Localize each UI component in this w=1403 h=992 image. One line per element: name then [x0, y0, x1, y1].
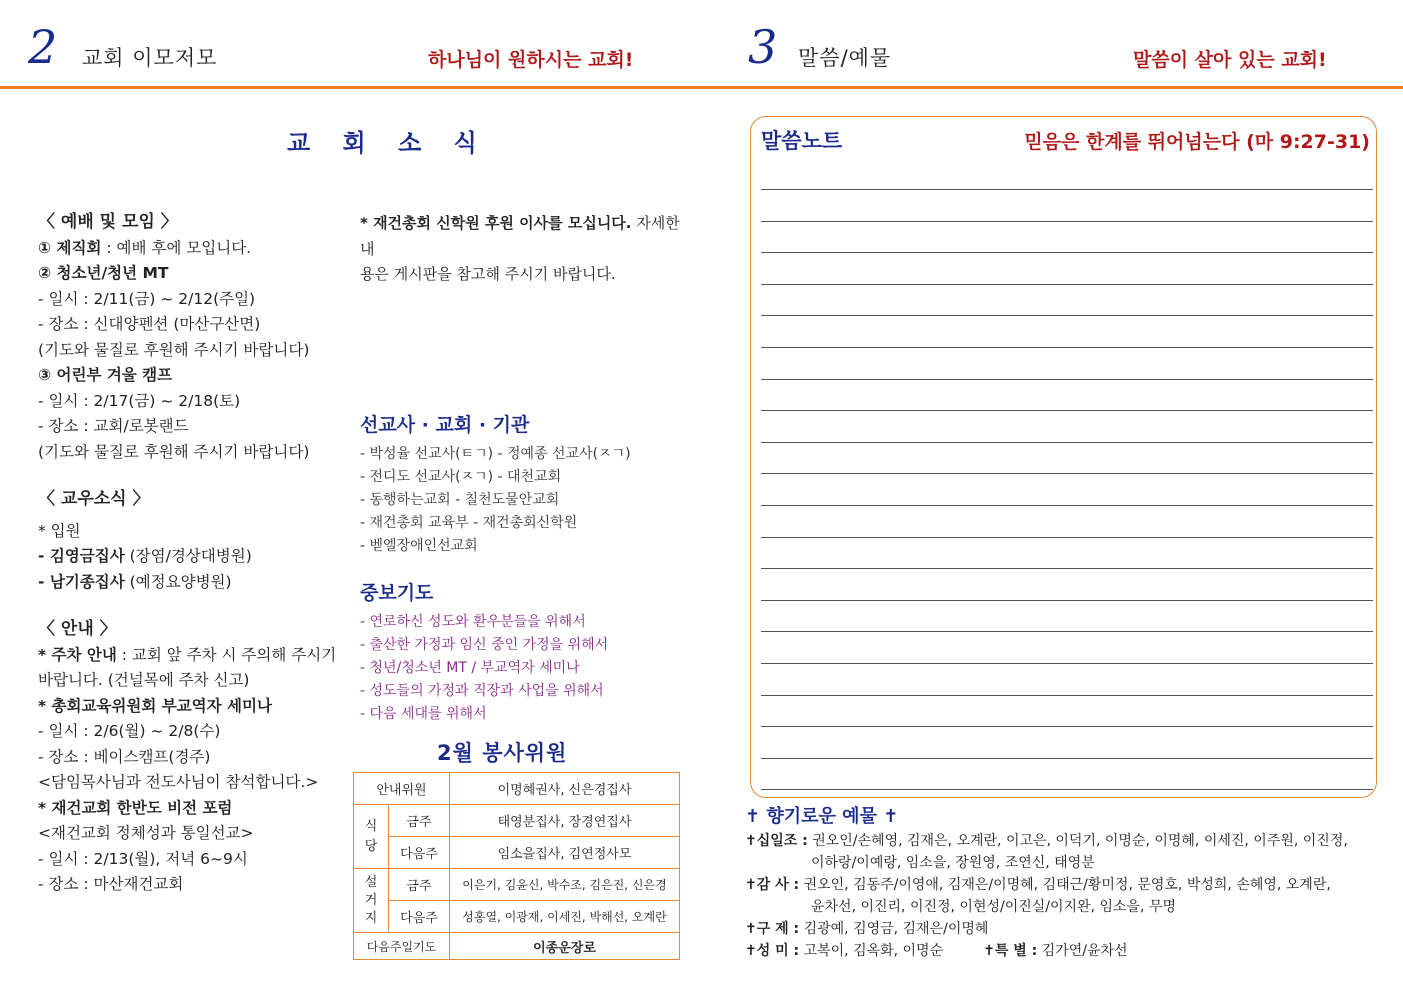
table-cell: 다음주일기도 — [354, 933, 450, 960]
list-item: - 벧엘장애인선교회 — [360, 538, 478, 554]
table-row — [354, 837, 680, 869]
missions-list — [360, 443, 690, 558]
table-row — [354, 933, 680, 960]
donation-notice — [360, 211, 685, 288]
note-verse: 믿음은 한계를 뛰어넘는다 (마 9:27-31) — [1024, 131, 1370, 153]
notice-line: <담임목사님과 전도사님이 참석합니다.> — [38, 773, 319, 791]
members-heading: 〈 교우소식 〉 — [38, 489, 150, 509]
table-cell: 태영분집사, 장경연집사 — [450, 805, 680, 837]
worship-line: (기도와 물질로 후원해 주시기 바랍니다) — [38, 442, 310, 461]
table-cell: 임소을집사, 김연정사모 — [450, 837, 680, 869]
section-title-right: 말씀/예물 — [798, 46, 892, 70]
note-line — [761, 568, 1373, 569]
list-item: - 연로하신 성도와 환우분들을 위해서 — [360, 614, 586, 630]
worship-line: - 일시 : 2/11(금) ~ 2/12(주일) — [38, 289, 256, 308]
notice-heading: 〈 안내 〉 — [38, 619, 117, 639]
list-item: - 박성율 선교사(ㅌㄱ) - 정예종 선교사(ㅈㄱ) — [360, 446, 631, 462]
list-item: - 청년/청소년 MT / 부교역자 세미나 — [360, 660, 580, 676]
note-line — [761, 284, 1373, 285]
worship-line: (기도와 물질로 후원해 주시기 바랍니다) — [38, 340, 310, 359]
list-item: - 출산한 가정과 임신 중인 가정을 위해서 — [360, 637, 609, 653]
note-line — [761, 252, 1373, 253]
missions-heading: 선교사 · 교회 · 기관 — [360, 414, 530, 436]
table-cell: 다음주 — [389, 901, 450, 933]
slogan-left: 하나님이 원하시는 교회! — [428, 49, 634, 71]
offering-row: ✝십일조 : 권오인/손혜영, 김재은, 오계란, 이고은, 이덕기, 이명순, 이명혜, 이세진, 이주원, 이진정, — [745, 833, 1348, 849]
worship-line: ② 청소년/청년 MT — [38, 264, 169, 282]
note-line — [761, 347, 1373, 348]
note-line — [761, 537, 1373, 538]
offering-section — [745, 802, 1395, 828]
offering-row: ✝감 사 : 권오인, 김동주/이영애, 김재은/이명혜, 김태근/황미정, 문영호, 박성희, 손혜영, 오계란, — [745, 877, 1331, 893]
note-line — [761, 315, 1373, 316]
worship-heading: 〈 예배 및 모임 〉 — [38, 212, 178, 232]
note-line — [761, 505, 1373, 506]
notice-line: <재건교회 정체성과 통일선교> — [38, 824, 254, 842]
notice-line: * 주차 안내 : 교회 앞 주차 시 주의해 주시기 — [38, 645, 337, 664]
worship-line: ① 제직회 : 예배 후에 모입니다. — [38, 238, 252, 257]
members-line: - 남기종집사 (예정요양병원) — [38, 572, 232, 591]
note-line — [761, 600, 1373, 601]
notice-line: - 일시 : 2/13(월), 저녁 6~9시 — [38, 849, 248, 868]
table-row — [354, 901, 680, 933]
note-line — [761, 410, 1373, 411]
prayer-list — [360, 611, 690, 726]
table-cell: 이명혜권사, 신은경집사 — [450, 773, 680, 805]
cross-icon: ✝ — [983, 943, 995, 959]
notice-line: * 재건교회 한반도 비전 포럼 — [38, 798, 233, 817]
table-row — [354, 805, 680, 837]
note-line — [761, 695, 1373, 696]
sermon-note-box — [750, 116, 1377, 798]
note-line — [761, 221, 1373, 222]
offering-row: 윤차선, 이진리, 이진정, 이현성/이진실/이지완, 임소을, 무명 — [811, 899, 1176, 915]
worship-line: - 장소 : 교회/로봇랜드 — [38, 417, 189, 435]
table-cell: 식 당 — [354, 805, 389, 869]
page-number-left: 2 — [28, 20, 58, 74]
note-line — [761, 663, 1373, 664]
table-cell: 이종운장로 — [450, 933, 680, 960]
notice-line: - 일시 : 2/6(월) ~ 2/8(수) — [38, 722, 221, 740]
duty-title: 2월 봉사위원 — [437, 741, 568, 765]
notice-line: - 장소 : 베이스캠프(경주) — [38, 747, 211, 766]
table-cell: 이은기, 김윤신, 박수조, 김은진, 신은경 — [450, 869, 680, 901]
page-number-right: 3 — [748, 20, 778, 74]
worship-line: - 장소 : 신대양펜션 (마산구산면) — [38, 315, 261, 333]
offering-list — [745, 830, 1395, 962]
offering-row: ✝성 미 : 고복이, 김옥화, 이명순 ✝특 별 : 김가연/윤차선 — [745, 943, 1128, 959]
table-cell: 성홍열, 이광재, 이세진, 박해선, 오계란 — [450, 901, 680, 933]
notice-line: - 장소 : 마산재건교회 — [38, 875, 184, 893]
table-cell: 금주 — [389, 869, 450, 901]
note-line — [761, 631, 1373, 632]
note-title: 말씀노트 — [761, 129, 843, 153]
table-row — [354, 773, 680, 805]
table-cell: 다음주 — [389, 837, 450, 869]
table-row — [354, 869, 680, 901]
table-cell: 안내위원 — [354, 773, 450, 805]
list-item: - 성도들의 가정과 직장과 사업을 위해서 — [360, 683, 604, 699]
donation-line: 용은 게시판을 참고해 주시기 바랍니다. — [360, 265, 616, 283]
members-line: - 김영금집사 (장염/경상대병원) — [38, 547, 252, 565]
offering-heading: ✝ 향기로운 예물 ✝ — [745, 806, 899, 827]
cross-icon: ✝ — [745, 833, 757, 849]
notice-line: 바랍니다. (건널목에 주차 신고) — [38, 671, 250, 689]
cross-icon: ✝ — [745, 877, 757, 893]
missions-section — [360, 410, 690, 558]
cross-icon: ✝ — [745, 943, 757, 959]
note-line — [761, 379, 1373, 380]
table-cell: 금주 — [389, 805, 450, 837]
list-item: - 다음 세대를 위해서 — [360, 706, 487, 722]
header-divider — [0, 86, 1403, 89]
note-line — [761, 726, 1373, 727]
note-line — [761, 442, 1373, 443]
offering-row: ✝구 제 : 김광예, 김영금, 김재은/이명혜 — [745, 921, 989, 937]
slogan-right: 말씀이 살아 있는 교회! — [1133, 49, 1327, 71]
left-column — [38, 210, 348, 898]
news-title: 교 회 소 식 — [287, 129, 489, 157]
worship-line: - 일시 : 2/17(금) ~ 2/18(토) — [38, 391, 241, 410]
section-title-left: 교회 이모저모 — [82, 46, 218, 70]
members-line: * 입원 — [38, 521, 81, 540]
cross-icon: ✝ — [745, 921, 757, 937]
worship-line: ③ 어린부 겨울 캠프 — [38, 366, 173, 384]
notice-line: * 총회교육위원회 부교역자 세미나 — [38, 696, 272, 715]
note-line — [761, 189, 1373, 190]
list-item: - 전디도 선교사(ㅈㄱ) - 대천교회 — [360, 469, 562, 485]
offering-row: 이하랑/이예랑, 임소을, 장원영, 조연신, 태영분 — [811, 855, 1095, 871]
note-line — [761, 789, 1373, 790]
donation-line: * 재건총회 신학원 후원 이사를 모십니다. 자세한 내 — [360, 214, 680, 258]
table-cell: 설 거 지 — [354, 869, 389, 933]
duty-table — [353, 772, 680, 960]
prayer-section — [360, 578, 690, 726]
list-item: - 동행하는교회 - 칠천도물안교회 — [360, 492, 560, 508]
note-line — [761, 473, 1373, 474]
prayer-heading: 중보기도 — [360, 582, 434, 604]
note-line — [761, 758, 1373, 759]
list-item: - 재건총회 교육부 - 재건총회신학원 — [360, 515, 578, 531]
